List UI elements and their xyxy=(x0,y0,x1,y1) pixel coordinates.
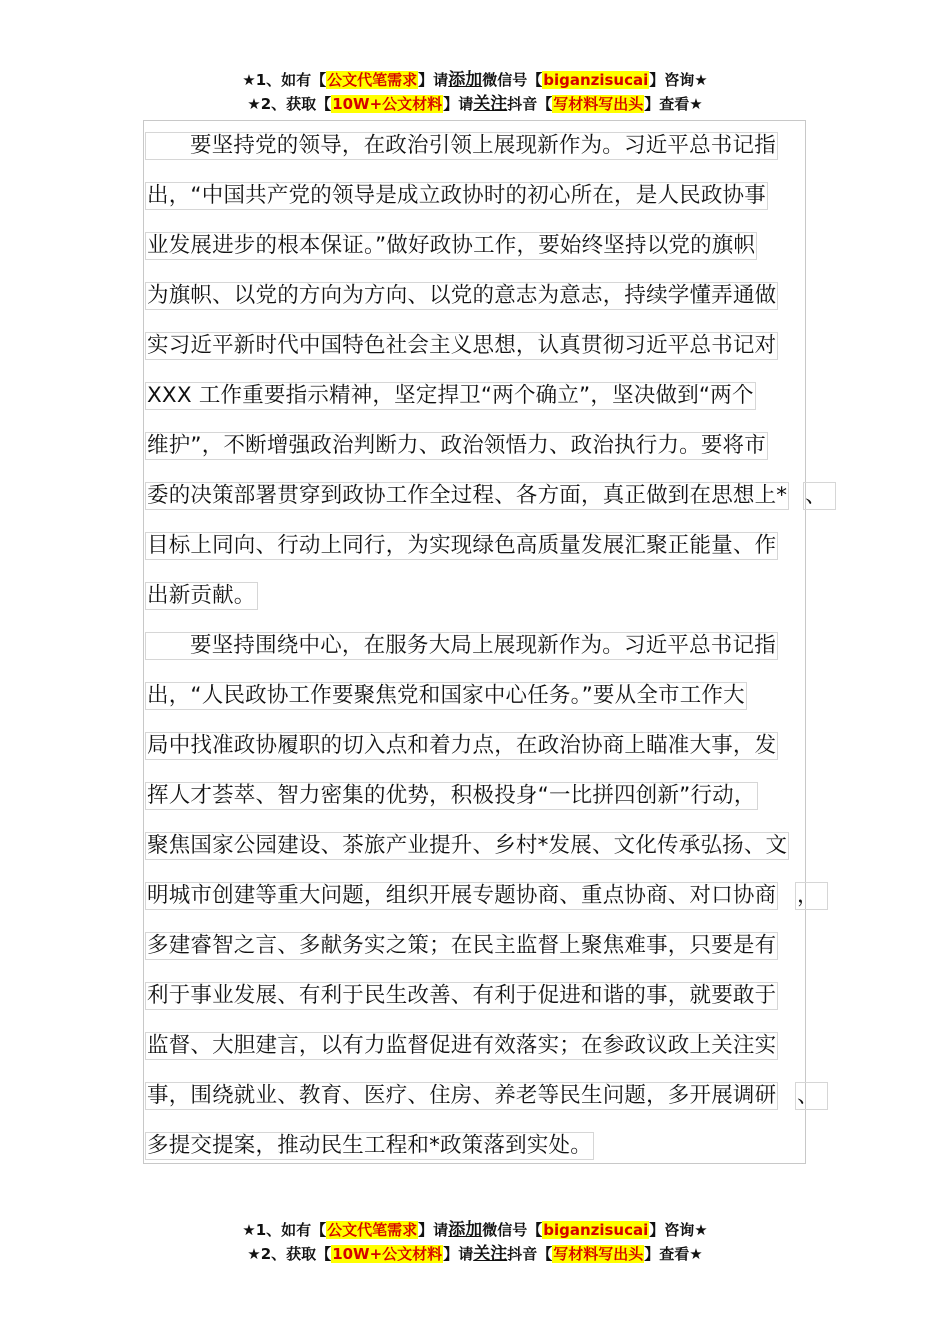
header-line-1-wechat-id: biganzisucai xyxy=(543,71,649,89)
footer-banner xyxy=(0,1218,950,1266)
text-line: 目标上同向、行动上同行，为实现绿色高质量发展汇聚正能量、作 xyxy=(147,533,777,558)
text-line: 委的决策部署贯穿到政协工作全过程、各方面，真正做到在思想上* xyxy=(147,483,788,508)
text-line: 业发展进步的根本保证。”做好政协工作，要始终坚持以党的旗帜 xyxy=(147,233,756,258)
text-line: 实习近平新时代中国特色社会主义思想，认真贯彻习近平总书记对 xyxy=(147,333,777,358)
header-line-2-text: 】请 xyxy=(443,95,474,113)
footer-line-2-text: 】请 xyxy=(443,1245,474,1263)
text-line: 要坚持围绕中心，在服务大局上展现新作为。习近平总书记指 xyxy=(145,632,778,660)
header-line-2-douyin-id: 写材料写出头 xyxy=(553,95,644,113)
footer-line-2-highlight-materials: 10W+公文材料 xyxy=(332,1245,443,1263)
header-line-1-text: 】请 xyxy=(418,71,449,89)
text-line-overflow: ， xyxy=(795,882,828,910)
text-line: 聚焦国家公园建设、茶旅产业提升、乡村*发展、文化传承弘扬、文 xyxy=(147,833,788,858)
footer-line-1-add: 添加 xyxy=(448,1220,483,1240)
text-line: XXX 工作重要指示精神，坚定捍卫“两个确立”，坚决做到“两个 xyxy=(147,383,754,408)
text-line-overflow: 、 xyxy=(803,482,836,510)
header-line-2 xyxy=(0,92,950,116)
text-line: 出新贡献。 xyxy=(147,583,256,608)
header-line-1 xyxy=(0,68,950,92)
text-line: 局中找准政协履职的切入点和着力点，在政治协商上瞄准大事，发 xyxy=(147,733,777,758)
footer-line-2-follow: 关注 xyxy=(473,1244,508,1264)
header-line-2-suffix: 】查看★ xyxy=(644,95,703,113)
header-line-1-suffix: 】咨询★ xyxy=(649,71,708,89)
header-line-2-prefix: ★2、获取【 xyxy=(247,95,332,113)
header-line-1-add: 添加 xyxy=(448,70,483,90)
header-line-2-follow: 关注 xyxy=(473,94,508,114)
footer-line-2-suffix: 】查看★ xyxy=(644,1245,703,1263)
text-line: 出，“人民政协工作要聚焦党和国家中心任务。”要从全市工作大 xyxy=(147,683,745,708)
footer-line-1-highlight-service: 公文代笔需求 xyxy=(327,1221,418,1239)
text-line: 多提交提案，推动民生工程和*政策落到实处。 xyxy=(147,1133,592,1158)
header-line-1-prefix: ★1、如有【 xyxy=(242,71,327,89)
footer-line-1-wechat-label: 微信号【 xyxy=(482,1221,543,1239)
text-line-overflow: 、 xyxy=(795,1082,828,1110)
footer-line-1 xyxy=(0,1218,950,1242)
text-line: 要坚持党的领导，在政治引领上展现新作为。习近平总书记指 xyxy=(145,132,778,160)
text-line: 出，“中国共产党的领导是成立政协时的初心所在，是人民政协事 xyxy=(147,183,766,208)
text-line: 利于事业发展、有利于民生改善、有利于促进和谐的事，就要敢于 xyxy=(147,983,777,1008)
text-line: 多建睿智之言、多献务实之策；在民主监督上聚焦难事，只要是有 xyxy=(147,933,777,958)
footer-line-2 xyxy=(0,1242,950,1266)
header-line-2-douyin-label: 抖音【 xyxy=(507,95,553,113)
footer-line-1-prefix: ★1、如有【 xyxy=(242,1221,327,1239)
header-banner xyxy=(0,68,950,116)
text-line: 为旗帜、以党的方向为方向、以党的意志为意志，持续学懂弄通做 xyxy=(147,283,777,308)
text-line: 事，围绕就业、教育、医疗、住房、养老等民生问题，多开展调研 xyxy=(147,1083,777,1108)
text-line: 维护”，不断增强政治判断力、政治领悟力、政治执行力。要将市 xyxy=(147,433,766,458)
text-line: 挥人才荟萃、智力密集的优势，积极投身“一比拼四创新”行动， xyxy=(147,783,756,808)
header-line-1-wechat-label: 微信号【 xyxy=(482,71,543,89)
footer-line-2-douyin-id: 写材料写出头 xyxy=(553,1245,644,1263)
footer-line-2-douyin-label: 抖音【 xyxy=(507,1245,553,1263)
header-line-1-highlight-service: 公文代笔需求 xyxy=(327,71,418,89)
text-line: 监督、大胆建言，以有力监督促进有效落实；在参政议政上关注实 xyxy=(147,1033,777,1058)
footer-line-1-text: 】请 xyxy=(418,1221,449,1239)
footer-line-2-prefix: ★2、获取【 xyxy=(247,1245,332,1263)
text-line: 明城市创建等重大问题，组织开展专题协商、重点协商、对口协商 xyxy=(147,883,777,908)
footer-line-1-suffix: 】咨询★ xyxy=(649,1221,708,1239)
header-line-2-highlight-materials: 10W+公文材料 xyxy=(332,95,443,113)
footer-line-1-wechat-id: biganzisucai xyxy=(543,1221,649,1239)
